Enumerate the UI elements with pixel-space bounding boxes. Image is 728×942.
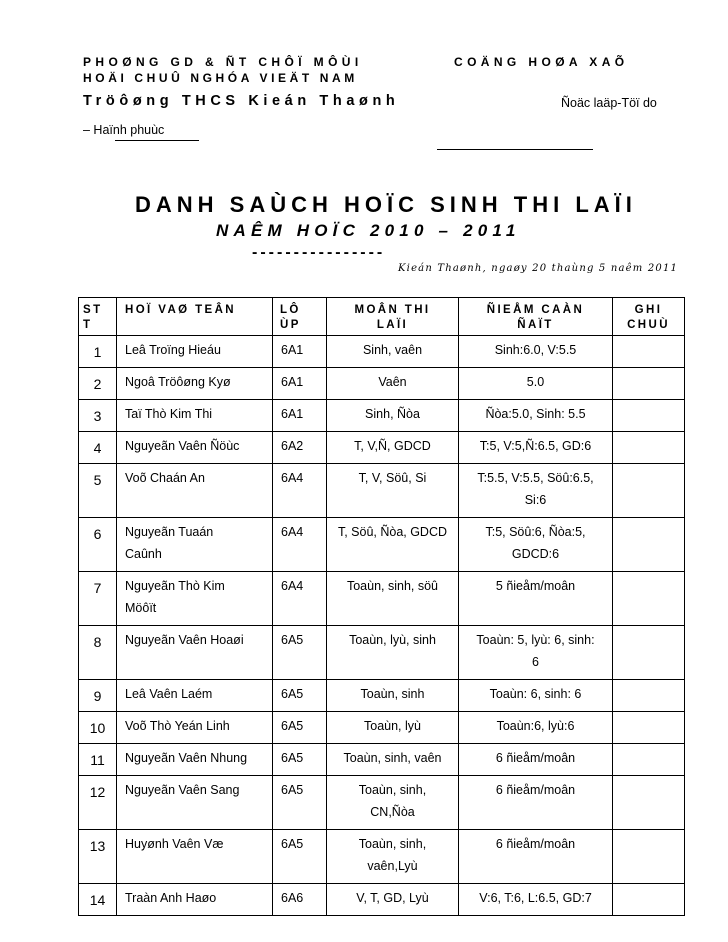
cell-student-name-line: Ngoâ Tröôøng Kyø [125,375,231,389]
cell-required-score-line: Toaùn: 5, lyù: 6, sinh: [476,633,595,647]
cell-student-name [117,744,273,776]
cell-stt: 6 [79,518,117,572]
cell-subjects [327,884,459,916]
cell-required-score [459,400,613,432]
cell-subjects [327,518,459,572]
cell-notes [613,400,685,432]
header-name [117,298,273,336]
retest-students-table [78,297,685,916]
cell-student-name-line: Möôït [125,601,157,615]
cell-subjects-line: Toaùn, sinh, [358,837,427,851]
cell-required-score [459,432,613,464]
header-republic: COÄNG HOØA XAÕ [454,55,629,69]
cell-required-score-line: Toaùn:6, lyù:6 [496,719,575,733]
header-stt [79,298,117,336]
cell-required-score [459,884,613,916]
cell-student-name-line: Nguyeãn Vaên Hoaøi [125,633,244,647]
table-row [79,626,685,680]
cell-stt: 10 [79,712,117,744]
cell-notes [613,572,685,626]
cell-student-name-line: Nguyeãn Vaên Nhung [125,751,248,765]
cell-stt: 9 [79,680,117,712]
cell-class: 6A5 [273,776,327,830]
cell-class: 6A5 [273,712,327,744]
cell-notes [613,626,685,680]
cell-required-score-line: V:6, T:6, L:6.5, GD:7 [479,891,592,905]
cell-notes [613,336,685,368]
cell-subjects [327,744,459,776]
table-row [79,884,685,916]
cell-class: 6A1 [273,336,327,368]
cell-class: 6A5 [273,744,327,776]
cell-subjects [327,712,459,744]
header-score-line2: ÑAÏT [517,319,554,331]
header-notes [613,298,685,336]
cell-student-name-line: Leâ Vaên Laém [125,687,213,701]
header-department: PHOØNG GD & ÑT CHÔÏ MÔÙI [83,55,363,69]
cell-required-score-line: GDCD:6 [511,547,560,561]
cell-student-name [117,884,273,916]
table-row [79,744,685,776]
cell-class: 6A4 [273,518,327,572]
cell-class: 6A5 [273,626,327,680]
cell-subjects [327,830,459,884]
cell-student-name-line: Nguyeãn Tuaán [125,525,214,539]
header-motto-continued: – Haïnh phuùc [83,123,165,137]
cell-stt: 1 [79,336,117,368]
cell-stt: 3 [79,400,117,432]
cell-student-name-line: Nguyeãn Vaên Sang [125,783,240,797]
table-row [79,572,685,626]
cell-required-score [459,680,613,712]
cell-subjects-line: T, Söû, Ñòa, GDCD [337,525,448,539]
title-dashes: ---------------- [252,244,386,261]
school-year: NAÊM HOÏC 2010 – 2011 [216,221,521,240]
table-row [79,400,685,432]
cell-class: 6A2 [273,432,327,464]
cell-notes [613,830,685,884]
cell-notes [613,368,685,400]
cell-notes [613,464,685,518]
cell-subjects [327,572,459,626]
table-row [79,336,685,368]
cell-subjects-line: Toaùn, sinh, vaên [343,751,442,765]
cell-student-name [117,368,273,400]
cell-required-score-line: T:5, Söû:6, Ñòa:5, [485,525,586,539]
cell-subjects [327,368,459,400]
cell-student-name-line: Huyønh Vaên Væ [125,837,224,851]
table-row [79,368,685,400]
cell-subjects-line: V, T, GD, Lyù [356,891,429,905]
cell-class: 6A4 [273,464,327,518]
cell-subjects [327,464,459,518]
cell-notes [613,744,685,776]
cell-subjects-line: Toaùn, sinh, söû [346,579,439,593]
cell-student-name [117,830,273,884]
cell-required-score-line: 6 ñieåm/moân [495,783,576,797]
cell-student-name-line: Voõ Chaán An [125,471,205,485]
cell-required-score [459,712,613,744]
header-stt-line2: T [83,319,93,331]
cell-stt: 4 [79,432,117,464]
header-required-score [459,298,613,336]
cell-subjects-line: Vaên [378,375,407,389]
cell-required-score [459,368,613,400]
cell-subjects-line: Sinh, vaên [362,343,423,357]
header-underline-right [437,149,593,150]
header-subjects-line2: LAÏI [376,319,409,331]
cell-student-name [117,626,273,680]
cell-subjects-line: Toaùn, lyù, sinh [349,633,436,647]
cell-subjects-line: T, V, Söû, Si [358,471,427,485]
header-notes-line2: CHUÙ [627,319,670,331]
cell-stt: 7 [79,572,117,626]
cell-subjects-line: Toaùn, lyù [364,719,421,733]
cell-student-name [117,432,273,464]
cell-subjects [327,336,459,368]
cell-notes [613,518,685,572]
cell-notes [613,712,685,744]
cell-stt: 14 [79,884,117,916]
cell-class: 6A1 [273,368,327,400]
header-stt-line1: ST [83,304,103,316]
cell-required-score [459,776,613,830]
cell-student-name-line: Nguyeãn Thò Kim [125,579,225,593]
cell-required-score-line: Sinh:6.0, V:5.5 [494,343,577,357]
cell-student-name-line: Nguyeãn Vaên Ñöùc [125,439,240,453]
cell-stt: 13 [79,830,117,884]
header-class [273,298,327,336]
cell-student-name-line: Traàn Anh Haøo [125,891,217,905]
table-row [79,464,685,518]
cell-student-name [117,336,273,368]
header-school: Tröôøng THCS Kieán Thaønh [83,93,400,109]
cell-required-score-line: T:5.5, V:5.5, Söû:6.5, [477,471,594,485]
cell-required-score-line: Ñòa:5.0, Sinh: 5.5 [485,407,586,421]
cell-class: 6A5 [273,830,327,884]
table-row [79,712,685,744]
cell-subjects [327,680,459,712]
cell-subjects-line: Toaùn, sinh [360,687,425,701]
cell-subjects [327,400,459,432]
header-score-line1: ÑIEÅM CAÀN [486,304,585,316]
cell-student-name-line: Caûnh [125,547,162,561]
cell-notes [613,884,685,916]
cell-stt: 11 [79,744,117,776]
cell-required-score-line: 6 ñieåm/moân [495,751,576,765]
cell-required-score-line: 5 ñieåm/moân [495,579,576,593]
header-name-line: HOÏ VAØ TEÂN [125,304,237,316]
cell-subjects-line: T, V,Ñ, GDCD [354,439,431,453]
date-line: Kieán Thaønh, ngaøy 20 thaùng 5 naêm 2011 [398,263,679,274]
cell-required-score [459,336,613,368]
cell-subjects-line: Sinh, Ñòa [365,407,420,421]
cell-required-score [459,518,613,572]
cell-required-score [459,464,613,518]
cell-student-name [117,464,273,518]
cell-required-score-line: 5.0 [526,375,545,389]
table-header-row [79,298,685,336]
cell-required-score-line: 6 [532,655,539,669]
cell-student-name-line: Leâ Troïng Hieáu [125,343,221,357]
document-title: DANH SAÙCH HOÏC SINH THI LAÏI [135,192,637,217]
table-row [79,830,685,884]
header-subjects-line1: MOÂN THI [354,304,431,316]
cell-stt: 12 [79,776,117,830]
table-row [79,518,685,572]
header-motto: Ñoäc laäp-Töï do [561,96,657,110]
cell-subjects-line: vaên,Lyù [367,859,418,873]
cell-class: 6A6 [273,884,327,916]
cell-required-score [459,744,613,776]
cell-notes [613,680,685,712]
cell-notes [613,432,685,464]
cell-subjects [327,776,459,830]
header-class-line2: ÙP [280,319,301,331]
cell-subjects [327,432,459,464]
header-class-line1: LÔ [280,304,301,316]
cell-student-name [117,712,273,744]
cell-student-name [117,518,273,572]
cell-required-score-line: T:5, V:5,Ñ:6.5, GD:6 [479,439,592,453]
cell-class: 6A1 [273,400,327,432]
cell-required-score [459,830,613,884]
cell-notes [613,776,685,830]
cell-required-score-line: Si:6 [524,493,547,507]
cell-subjects-line: Toaùn, sinh, [358,783,427,797]
cell-class: 6A4 [273,572,327,626]
cell-subjects [327,626,459,680]
cell-required-score [459,572,613,626]
table-row [79,776,685,830]
header-subjects [327,298,459,336]
header-republic-continued: HOÄI CHUÛ NGHÓA VIEÄT NAM [83,71,358,85]
cell-required-score [459,626,613,680]
cell-student-name [117,776,273,830]
cell-student-name [117,680,273,712]
cell-student-name [117,400,273,432]
cell-required-score-line: Toaùn: 6, sinh: 6 [489,687,582,701]
cell-stt: 5 [79,464,117,518]
cell-stt: 8 [79,626,117,680]
cell-required-score-line: 6 ñieåm/moân [495,837,576,851]
cell-student-name [117,572,273,626]
cell-student-name-line: Taï Thò Kim Thi [125,407,213,421]
header-underline-left [115,140,199,141]
table-row [79,432,685,464]
cell-student-name-line: Voõ Thò Yeán Linh [125,719,230,733]
header-notes-line1: GHI [634,304,663,316]
cell-subjects-line: CN,Ñòa [370,805,415,819]
cell-class: 6A5 [273,680,327,712]
table-row [79,680,685,712]
cell-stt: 2 [79,368,117,400]
